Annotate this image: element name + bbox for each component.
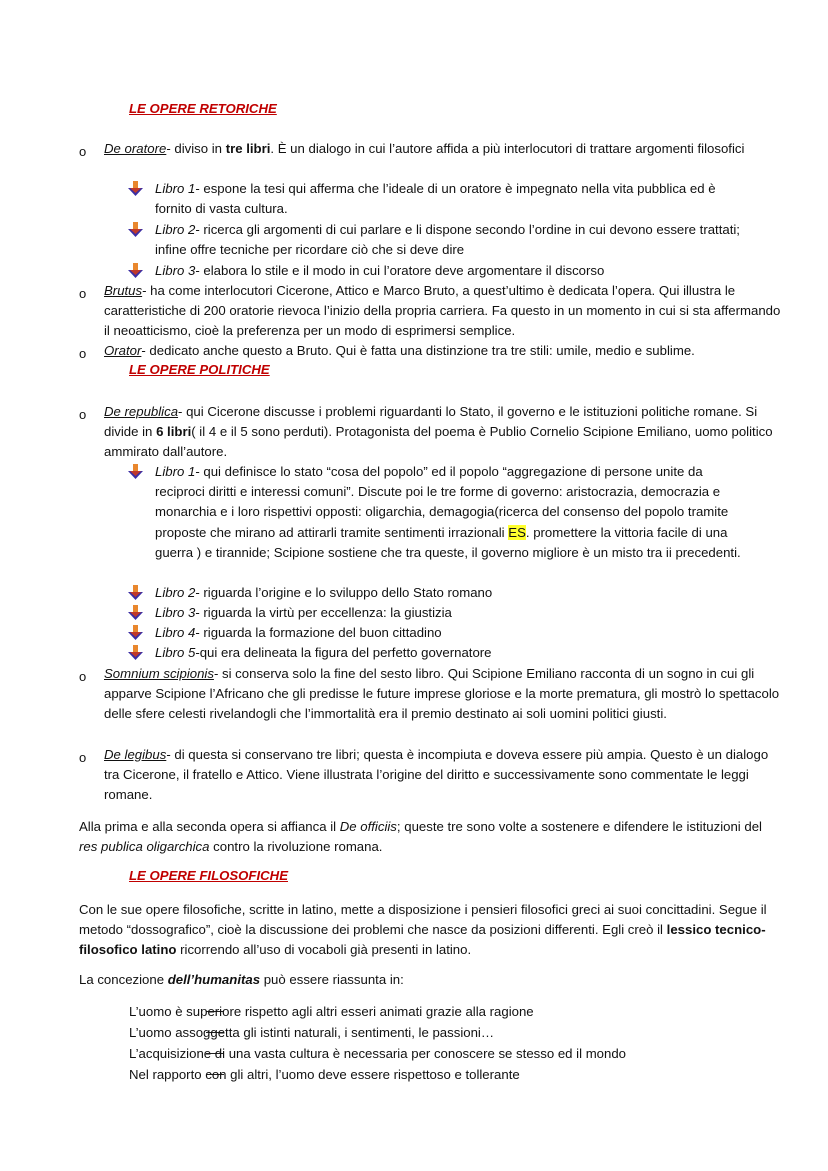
bullet-circle: o: [79, 286, 87, 301]
highlighted-text: ES: [508, 524, 526, 540]
arrow-down-icon: [128, 222, 143, 237]
book-3-oratore: Libro 3- elabora lo stile e il modo in cui l’oratore deve argomentare il discorso: [155, 263, 605, 278]
book-4-republica: Libro 4- riguarda la formazione del buon cittadino: [155, 625, 442, 640]
entry-de-legibus: De legibus- di questa si conservano tre libri; questa è incompiuta e doveva essere più ampia. Questo è un dialogo tra Cicerone, il fratello e Attico. Viene illustrata l’origine del diritto e successivamente sono commentate le leggi romane.: [104, 747, 769, 803]
book-2-republica: Libro 2- riguarda l’origine e lo sviluppo dello Stato romano: [155, 585, 493, 600]
humanitas-item: Nel rapporto con gli altri, l’uomo deve essere rispettoso e tollerante: [129, 1067, 520, 1082]
arrow-down-icon: [128, 605, 143, 620]
book-1-oratore: Libro 1- espone la tesi qui afferma che l’ideale di un oratore è impegnato nella vita pubblica ed è fornito di vasta cultura.: [155, 181, 716, 217]
paragraph-de-officiis: Alla prima e alla seconda opera si affianca il De officiis; queste tre sono volte a sostenere e difendere le istituzioni del res publica oligarchica contro la rivoluzione romana.: [79, 819, 762, 855]
paragraph-filosofia: Con le sue opere filosofiche, scritte in latino, mette a disposizione i pensieri filosofici greci ai suoi concittadini. Segue il metodo “dossografico”, cioè la discussione dei problemi che nasce da posizioni differenti. Egli creò il lessico tecnico-filosofico latino ricorrendo all’uso di vocaboli già presenti in latino.: [79, 902, 767, 958]
bullet-circle: o: [79, 346, 87, 361]
entry-orator: Orator- dedicato anche questo a Bruto. Qui è fatta una distinzione tra tre stili: umile, medio e sublime.: [104, 343, 695, 358]
entry-de-republica: De republica- qui Cicerone discusse i problemi riguardanti lo Stato, il governo e le istituzioni politiche romane. Si divide in 6 libri( il 4 e il 5 sono perduti). Protagonista del poema è Publio Cornelio Scipione Emiliano, uomo politico ammirato dall’autore.: [104, 404, 773, 460]
arrow-down-icon: [128, 263, 143, 278]
entry-somnium-scipionis: Somnium scipionis- si conserva solo la fine del sesto libro. Qui Scipione Emiliano racconta di un sogno in cui gli apparve Scipione l’Africano che gli predisse le future imprese gloriose e la morte prematura, gli mostrò lo spettacolo delle sfere celesti rivelandogli che l’immortalità era il premio destinato ai soli uomini politici giusti.: [104, 666, 780, 722]
book-3-republica: Libro 3- riguarda la virtù per eccellenza: la giustizia: [155, 605, 452, 620]
arrow-down-icon: [128, 181, 143, 196]
bullet-circle: o: [79, 669, 87, 684]
arrow-down-icon: [128, 585, 143, 600]
work-title: De oratore: [104, 141, 167, 156]
humanitas-item: L’acquisizione di una vasta cultura è necessaria per conoscere se stesso ed il mondo: [129, 1046, 627, 1061]
section-heading-filosofiche: LE OPERE FILOSOFICHE: [129, 868, 288, 883]
humanitas-item: L’uomo assoggetta gli istinti naturali, i sentimenti, le passioni…: [129, 1025, 495, 1040]
book-2-oratore: Libro 2- ricerca gli argomenti di cui parlare e li dispone secondo l’ordine in cui devono essere trattati; infine offre tecniche per ricordare ciò che si deve dire: [155, 222, 740, 258]
arrow-down-icon: [128, 625, 143, 640]
book-5-republica: Libro 5-qui era delineata la figura del perfetto governatore: [155, 645, 492, 660]
paragraph-humanitas: La concezione dell’humanitas può essere riassunta in:: [79, 972, 404, 987]
bullet-circle: o: [79, 750, 87, 765]
bullet-circle: o: [79, 407, 87, 422]
book-1-republica: Libro 1- qui definisce lo stato “cosa del popolo” ed il popolo “aggregazione di persone unite da reciproci diritti e interessi comuni”. Discute poi le tre forme di governo: aristocrazia, democrazia e monarchia e i loro rispettivi opposti: oligarchia, demagogia(ricerca del consenso del popolo tramite proposte che mirano ad attirarli tramite sentimenti irrazionali ES. promettere la vittoria facile di una guerra ) e tirannide; Scipione sostiene che tra queste, il governo migliore è un misto tra ii precedenti.: [155, 464, 741, 560]
entry-de-oratore: De oratore- diviso in tre libri. È un dialogo in cui l’autore affida a più interlocutori di trattare argomenti filosofici: [104, 141, 745, 156]
arrow-down-icon: [128, 645, 143, 660]
section-heading-politiche: LE OPERE POLITICHE: [129, 362, 270, 377]
section-heading-retoriche: LE OPERE RETORICHE: [129, 101, 277, 116]
humanitas-item: L’uomo è superiore rispetto agli altri esseri animati grazie alla ragione: [129, 1004, 534, 1019]
entry-brutus: Brutus- ha come interlocutori Cicerone, Attico e Marco Bruto, a quest’ultimo è dedicata l’opera. Qui illustra le caratteristiche di 200 oratorie rievoca l’inizio della propria carriera. Fa questo in un momento in cui si sta affermando il neoatticismo, cioè la preferenza per un modo di esprimersi semplice.: [104, 283, 781, 339]
bullet-circle: o: [79, 144, 87, 159]
arrow-down-icon: [128, 464, 143, 479]
